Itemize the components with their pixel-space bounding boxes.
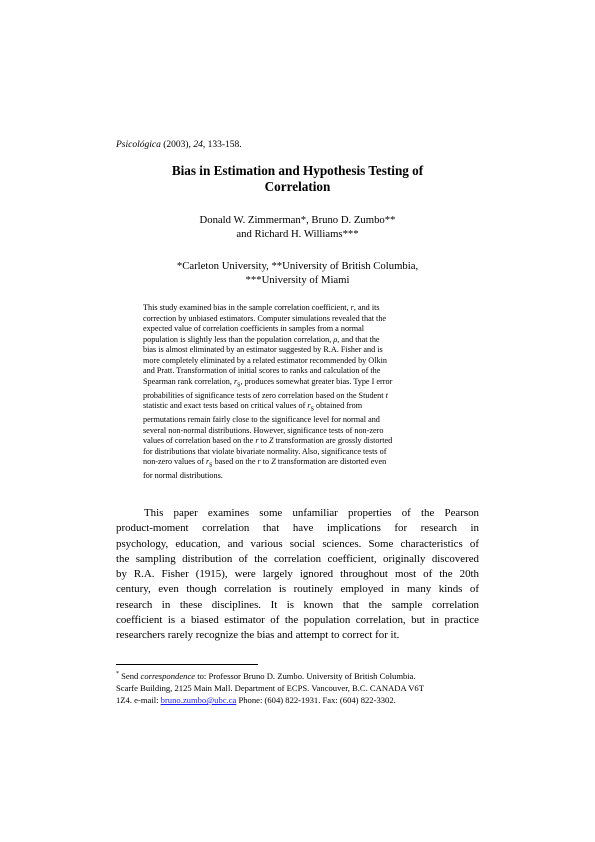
abstract-line: several non-normal distributions. However, significance tests of non-zero [143,425,384,435]
authors-line-1: Donald W. Zimmerman*, Bruno D. Zumbo** [199,214,396,226]
footnote-send: Send [121,671,139,681]
journal-year: (2003), [163,140,191,150]
body-line: coefficient is a biased estimator of the population correlation, but in practice [116,614,479,627]
author-list [116,213,479,241]
abstract-line: bias is almost eliminated by an estimator suggested by R.A. Fisher and is [143,345,383,354]
body-line: product-moment correlation that have implications for research in [116,522,479,535]
body-line: century, even though correlation is routinely employed in many kinds of [116,583,479,596]
journal-pages: 133-158. [207,140,242,150]
abstract-line: expected value of correlation coefficients in samples from a normal [143,324,365,333]
body-line: by R.A. Fisher (1915), were largely ignored throughout most of the 20th [116,568,479,581]
affiliations-line-1: *Carleton University, **University of British Columbia, [176,260,419,272]
abstract-line: population is slightly less than the population correlation, ρ, and that the [143,334,380,344]
journal-volume: 24, [193,140,206,150]
abstract-line: statistic and exact tests based on critical values of $r_S$ obtained from [143,401,363,413]
footnote-line-1-rest: to: Professor Bruno D. Zumbo. University of British Columbia. [197,671,416,681]
body-line: researchers rarely recognize the bias and attempt to correct for it. [116,629,400,642]
journal-name: Psicológica [116,140,161,150]
abstract-line: permutations remain fairly close to the significance level for normal and [143,415,380,425]
footnote-line-3 [116,694,479,706]
email-link[interactable]: bruno.zumbo@ubc.ca [160,695,237,705]
footnote [116,670,479,706]
body-line: This paper examines some unfamiliar properties of the Pearson [144,507,479,519]
body-line: the sampling distribution of the correlation coefficient, originally discovered [116,552,479,565]
paper-title [116,163,479,195]
body-line: psychology, education, and various social sciences. Some characteristics of [116,537,479,550]
affiliation-list [116,259,479,287]
body-paragraph [116,506,479,644]
abstract-line: This study examined bias in the sample correlation coefficient, r, and its [143,303,380,312]
abstract [143,303,451,482]
journal-citation [116,140,242,150]
abstract-line: non-zero values of $r_S$ based on the r to Z transformation are distorted even [143,457,387,469]
footnote-phone-fax: Phone: (604) 822-1931. Fax: (604) 822-3302. [238,695,396,705]
abstract-line: more completely eliminated by a related estimator recommended by Olkin [143,355,387,365]
abstract-line: Spearman rank correlation, $r_S$, produces somewhat greater bias. Type I error [143,376,393,389]
affiliations-line-2: ***University of Miami [245,274,350,286]
abstract-line: probabilities of significance tests of zero correlation based on the Student t [143,390,388,400]
footnote-marker: * [116,671,119,678]
abstract-line: and Pratt. Transformation of initial scores to ranks and calculation of the [143,366,381,375]
footnote-divider [116,664,258,665]
body-line: research in these disciplines. It is known that the sample correlation [116,598,479,611]
title-line-2: Correlation [264,179,331,194]
abstract-line: for normal distributions. [143,471,223,481]
title-line-1: Bias in Estimation and Hypothesis Testing of [171,163,424,178]
footnote-line-1 [116,670,479,682]
footnote-line-2: Scarfe Building, 2125 Main Mall. Department of ECPS. Vancouver, B.C. CANADA V6T [116,683,424,693]
abstract-line: values of correlation based on the r to Z transformation are grossly distorted [143,436,393,446]
footnote-email-label: 1Z4. e-mail: [116,695,159,705]
abstract-line: for distributions that violate bivariate normality. Also, significance tests of [143,446,387,456]
abstract-line: correction by unbiased estimators. Computer simulations revealed that the [143,313,387,323]
footnote-correspondence: correspondence [140,671,196,681]
authors-line-2: and Richard H. Williams*** [236,228,359,240]
